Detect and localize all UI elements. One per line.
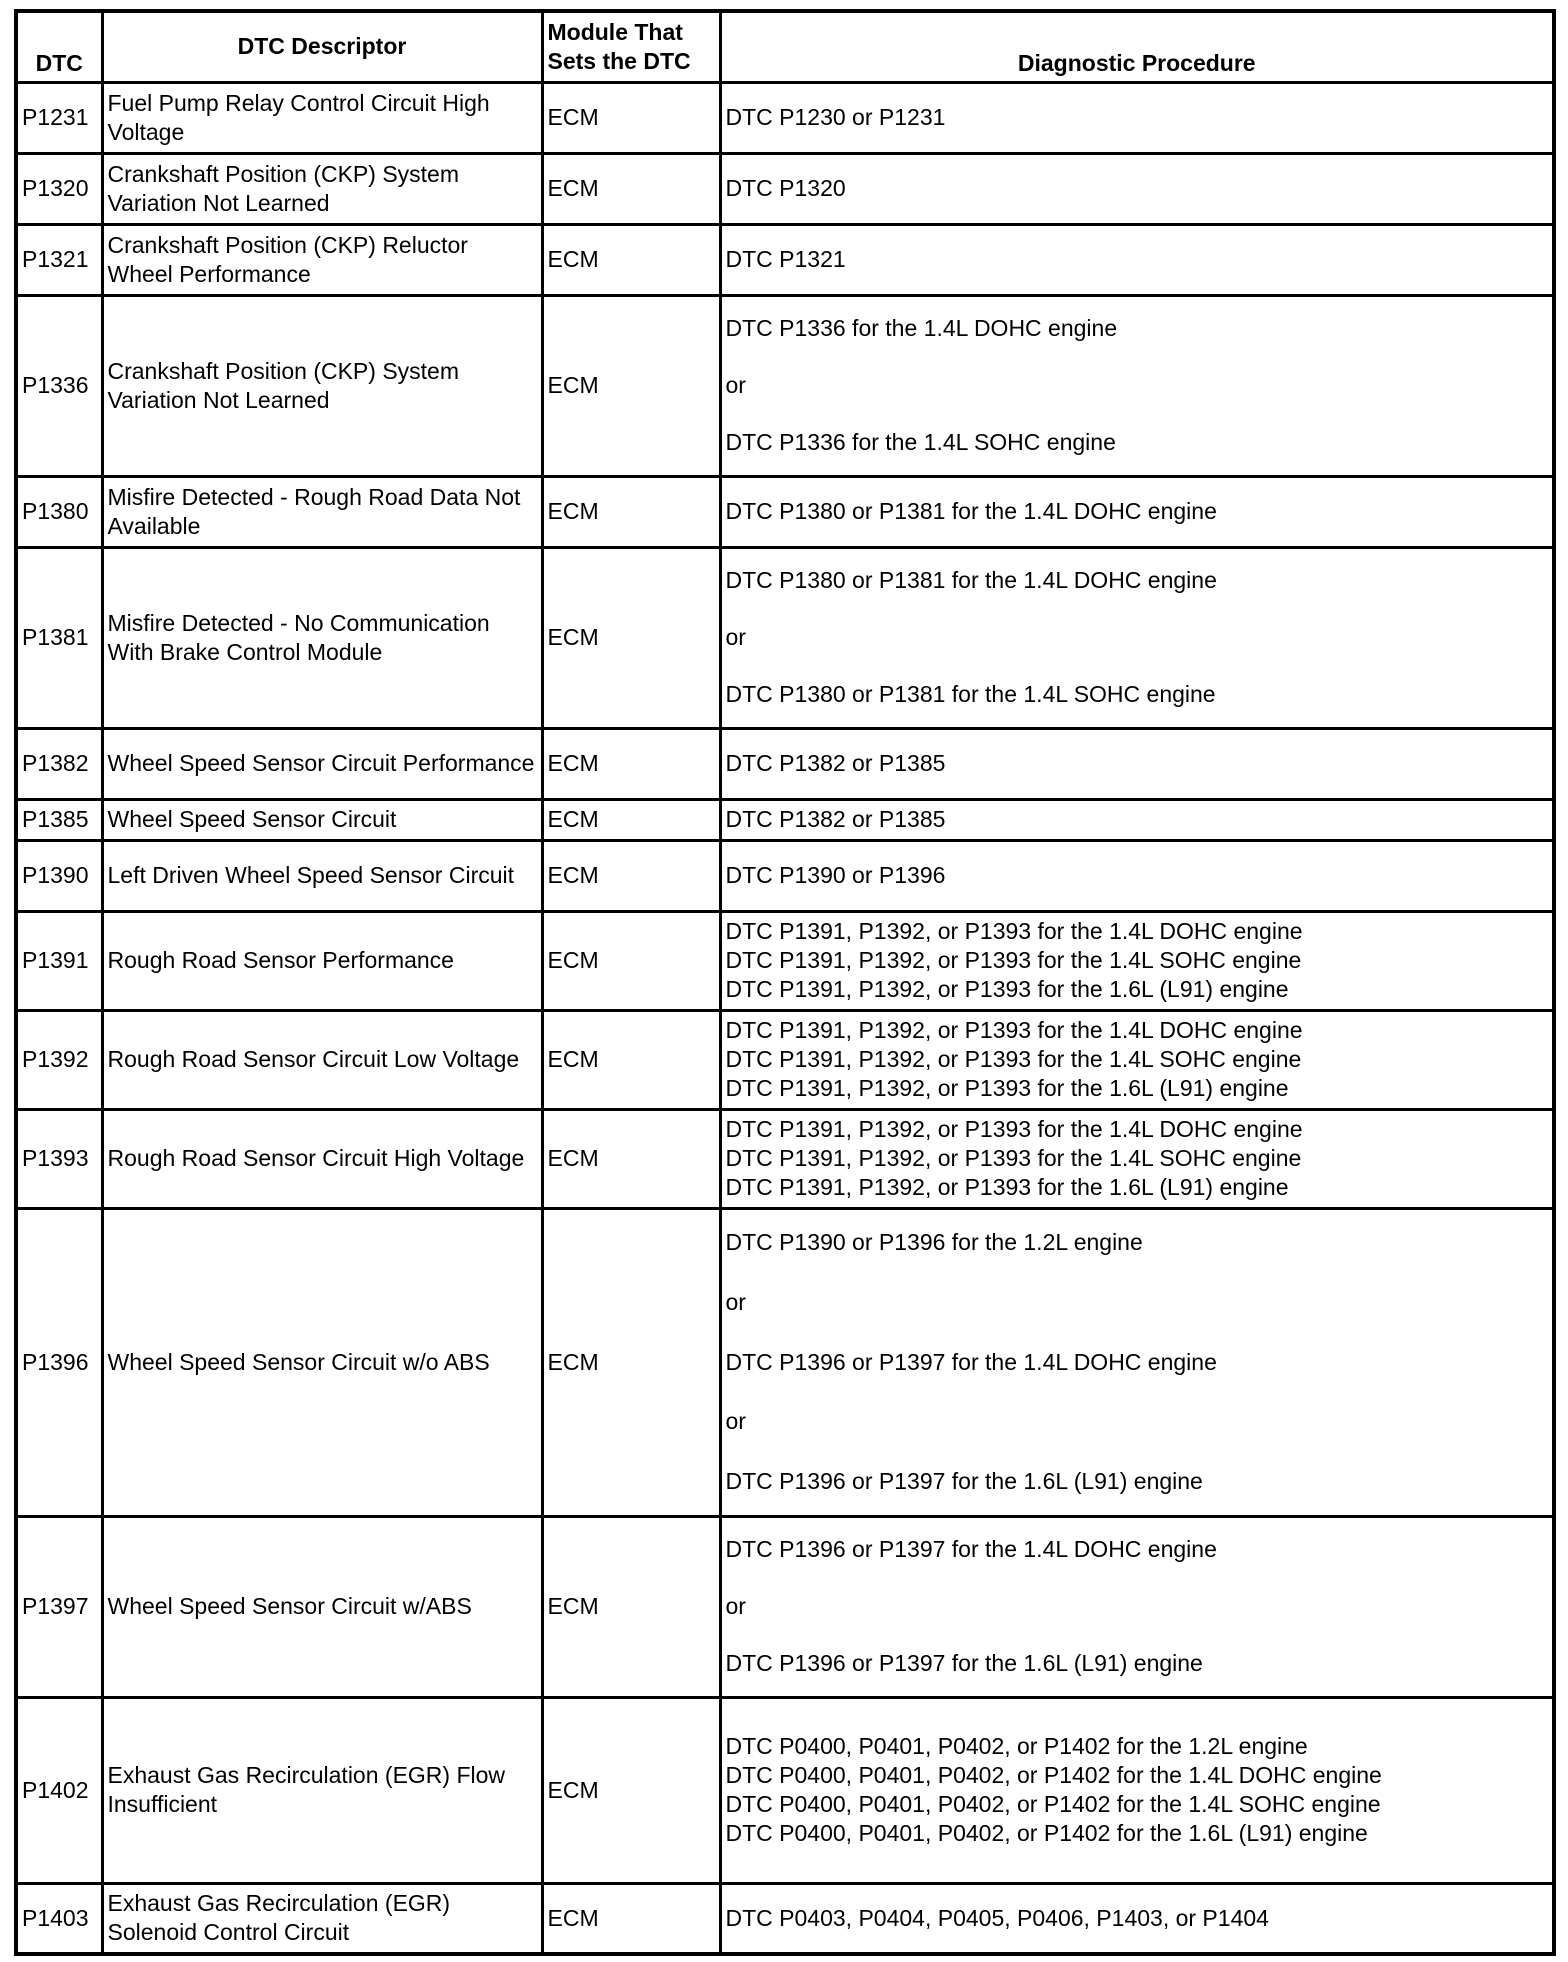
dtc-code-cell: P1390 <box>16 840 102 911</box>
dtc-table <box>14 9 1556 1956</box>
dtc-descriptor-cell: Wheel Speed Sensor Circuit w/o ABS <box>102 1208 542 1516</box>
table-row <box>16 911 1554 1010</box>
module-cell: ECM <box>542 1516 720 1697</box>
module-cell: ECM <box>542 153 720 224</box>
dtc-code-cell: P1321 <box>16 224 102 295</box>
procedure-link[interactable]: DTC P1321 <box>725 246 846 272</box>
procedure-link[interactable]: DTC P1380 or P1381 for the 1.4L SOHC engine <box>725 681 1216 707</box>
module-cell: ECM <box>542 799 720 840</box>
procedure-link[interactable]: DTC P0403, P0404, P0405, P0406, P1403, or P1404 <box>725 1904 1269 1931</box>
dtc-descriptor-cell: Left Driven Wheel Speed Sensor Circuit <box>102 840 542 911</box>
table-row <box>16 1208 1554 1516</box>
table-row <box>16 1109 1554 1208</box>
dtc-code-cell: P1396 <box>16 1208 102 1516</box>
module-cell: ECM <box>542 1010 720 1109</box>
table-row <box>16 1010 1554 1109</box>
module-cell: ECM <box>542 840 720 911</box>
dtc-code-cell: P1385 <box>16 799 102 840</box>
dtc-descriptor-cell: Misfire Detected - No Communication With Brake Control Module <box>102 547 542 728</box>
diagnostic-procedure-cell <box>720 911 1554 1010</box>
dtc-code-cell: P1381 <box>16 547 102 728</box>
procedure-link[interactable]: DTC P1230 or P1231 <box>725 104 946 130</box>
procedure-or-separator: or <box>725 372 746 398</box>
procedure-link[interactable]: DTC P1391, P1392, or P1393 for the 1.4L SOHC engine <box>725 1145 1302 1171</box>
module-cell: ECM <box>542 728 720 799</box>
procedure-link[interactable]: DTC P0400, P0401, P0402, or P1402 for the 1.6L (L91) engine <box>725 1820 1368 1846</box>
module-cell: ECM <box>542 547 720 728</box>
module-cell: ECM <box>542 295 720 476</box>
module-cell: ECM <box>542 1109 720 1208</box>
table-row <box>16 82 1554 153</box>
dtc-descriptor-cell: Rough Road Sensor Circuit High Voltage <box>102 1109 542 1208</box>
dtc-code-cell: P1392 <box>16 1010 102 1109</box>
procedure-or-separator: or <box>725 624 746 650</box>
diagnostic-procedure-cell <box>720 1883 1554 1954</box>
module-cell: ECM <box>542 1883 720 1954</box>
procedure-link[interactable]: DTC P1396 or P1397 for the 1.6L (L91) engine <box>725 1467 1203 1494</box>
table-row <box>16 295 1554 476</box>
dtc-descriptor-cell: Rough Road Sensor Performance <box>102 911 542 1010</box>
dtc-descriptor-cell: Wheel Speed Sensor Circuit <box>102 799 542 840</box>
header-dtc: DTC <box>16 11 102 82</box>
procedure-link[interactable]: DTC P1391, P1392, or P1393 for the 1.6L (L91) engine <box>725 976 1289 1002</box>
procedure-link[interactable]: DTC P1391, P1392, or P1393 for the 1.6L (L91) engine <box>725 1174 1289 1200</box>
module-cell: ECM <box>542 911 720 1010</box>
dtc-descriptor-cell: Wheel Speed Sensor Circuit w/ABS <box>102 1516 542 1697</box>
procedure-link[interactable]: DTC P1382 or P1385 <box>725 750 946 776</box>
table-row <box>16 476 1554 547</box>
procedure-link[interactable]: DTC P1391, P1392, or P1393 for the 1.4L SOHC engine <box>725 1046 1302 1072</box>
dtc-descriptor-cell: Fuel Pump Relay Control Circuit High Voltage <box>102 82 542 153</box>
table-row <box>16 1883 1554 1954</box>
dtc-code-cell: P1320 <box>16 153 102 224</box>
diagnostic-procedure-cell <box>720 1697 1554 1883</box>
dtc-descriptor-cell: Crankshaft Position (CKP) System Variation Not Learned <box>102 295 542 476</box>
procedure-link[interactable]: DTC P1391, P1392, or P1393 for the 1.6L (L91) engine <box>725 1075 1289 1101</box>
diagnostic-procedure-cell <box>720 82 1554 153</box>
module-cell: ECM <box>542 82 720 153</box>
procedure-link[interactable]: DTC P1382 or P1385 <box>725 806 946 832</box>
table-row <box>16 1516 1554 1697</box>
diagnostic-procedure-cell <box>720 224 1554 295</box>
procedure-link[interactable]: DTC P1336 for the 1.4L DOHC engine <box>725 315 1118 341</box>
dtc-code-cell: P1231 <box>16 82 102 153</box>
diagnostic-procedure-cell <box>720 1208 1554 1516</box>
module-cell: ECM <box>542 476 720 547</box>
module-cell: ECM <box>542 1697 720 1883</box>
table-row <box>16 728 1554 799</box>
dtc-descriptor-cell: Crankshaft Position (CKP) System Variation Not Learned <box>102 153 542 224</box>
diagnostic-procedure-cell <box>720 840 1554 911</box>
dtc-descriptor-cell: Misfire Detected - Rough Road Data Not Available <box>102 476 542 547</box>
procedure-or-separator: or <box>725 1593 746 1619</box>
diagnostic-procedure-cell <box>720 295 1554 476</box>
procedure-or-separator: or <box>725 1288 746 1315</box>
diagnostic-procedure-cell <box>720 1109 1554 1208</box>
dtc-descriptor-cell: Exhaust Gas Recirculation (EGR) Flow Insufficient <box>102 1697 542 1883</box>
procedure-link[interactable]: DTC P1390 or P1396 <box>725 862 946 888</box>
module-cell: ECM <box>542 224 720 295</box>
dtc-descriptor-cell: Wheel Speed Sensor Circuit Performance <box>102 728 542 799</box>
diagnostic-procedure-cell <box>720 799 1554 840</box>
dtc-descriptor-cell: Rough Road Sensor Circuit Low Voltage <box>102 1010 542 1109</box>
module-cell: ECM <box>542 1208 720 1516</box>
diagnostic-procedure-cell <box>720 153 1554 224</box>
table-row <box>16 1697 1554 1883</box>
table-row <box>16 840 1554 911</box>
procedure-link[interactable]: DTC P1391, P1392, or P1393 for the 1.4L DOHC engine <box>725 918 1303 944</box>
table-row <box>16 153 1554 224</box>
diagnostic-procedure-cell <box>720 1010 1554 1109</box>
dtc-code-cell: P1336 <box>16 295 102 476</box>
procedure-link[interactable]: DTC P0400, P0401, P0402, or P1402 for the 1.2L engine <box>725 1733 1308 1759</box>
dtc-code-cell: P1393 <box>16 1109 102 1208</box>
diagnostic-procedure-cell <box>720 547 1554 728</box>
dtc-descriptor-cell: Exhaust Gas Recirculation (EGR) Solenoid Control Circuit <box>102 1883 542 1954</box>
table-row <box>16 799 1554 840</box>
procedure-link[interactable]: DTC P0400, P0401, P0402, or P1402 for the 1.4L DOHC engine <box>725 1762 1382 1788</box>
header-descriptor: DTC Descriptor <box>102 11 542 82</box>
header-module: Module That Sets the DTC <box>542 11 720 82</box>
procedure-link[interactable]: DTC P1391, P1392, or P1393 for the 1.4L DOHC engine <box>725 1017 1303 1043</box>
dtc-code-cell: P1402 <box>16 1697 102 1883</box>
dtc-code-cell: P1380 <box>16 476 102 547</box>
diagnostic-procedure-cell <box>720 476 1554 547</box>
procedure-link[interactable]: DTC P1320 <box>725 175 846 201</box>
procedure-link[interactable]: DTC P1336 for the 1.4L SOHC engine <box>725 429 1116 455</box>
dtc-code-cell: P1397 <box>16 1516 102 1697</box>
procedure-link[interactable]: DTC P1396 or P1397 for the 1.6L (L91) engine <box>725 1650 1203 1676</box>
procedure-link[interactable]: DTC P1391, P1392, or P1393 for the 1.4L DOHC engine <box>725 1116 1303 1142</box>
procedure-or-separator: or <box>725 1408 746 1435</box>
procedure-link[interactable]: DTC P1380 or P1381 for the 1.4L DOHC engine <box>725 498 1217 524</box>
dtc-code-cell: P1403 <box>16 1883 102 1954</box>
diagnostic-procedure-cell <box>720 728 1554 799</box>
procedure-link[interactable]: DTC P1380 or P1381 for the 1.4L DOHC engine <box>725 567 1217 593</box>
procedure-link[interactable]: DTC P1396 or P1397 for the 1.4L DOHC engine <box>725 1348 1217 1375</box>
diagnostic-procedure-cell <box>720 1516 1554 1697</box>
table-row <box>16 547 1554 728</box>
table-row <box>16 224 1554 295</box>
dtc-code-cell: P1391 <box>16 911 102 1010</box>
header-row <box>16 11 1554 82</box>
header-procedure: Diagnostic Procedure <box>720 11 1554 82</box>
dtc-code-cell: P1382 <box>16 728 102 799</box>
procedure-link[interactable]: DTC P1390 or P1396 for the 1.2L engine <box>725 1229 1143 1256</box>
procedure-link[interactable]: DTC P1396 or P1397 for the 1.4L DOHC engine <box>725 1536 1217 1562</box>
procedure-link[interactable]: DTC P1391, P1392, or P1393 for the 1.4L SOHC engine <box>725 947 1302 973</box>
table-body <box>16 82 1554 1954</box>
dtc-descriptor-cell: Crankshaft Position (CKP) Reluctor Wheel Performance <box>102 224 542 295</box>
procedure-link[interactable]: DTC P0400, P0401, P0402, or P1402 for the 1.4L SOHC engine <box>725 1791 1381 1817</box>
